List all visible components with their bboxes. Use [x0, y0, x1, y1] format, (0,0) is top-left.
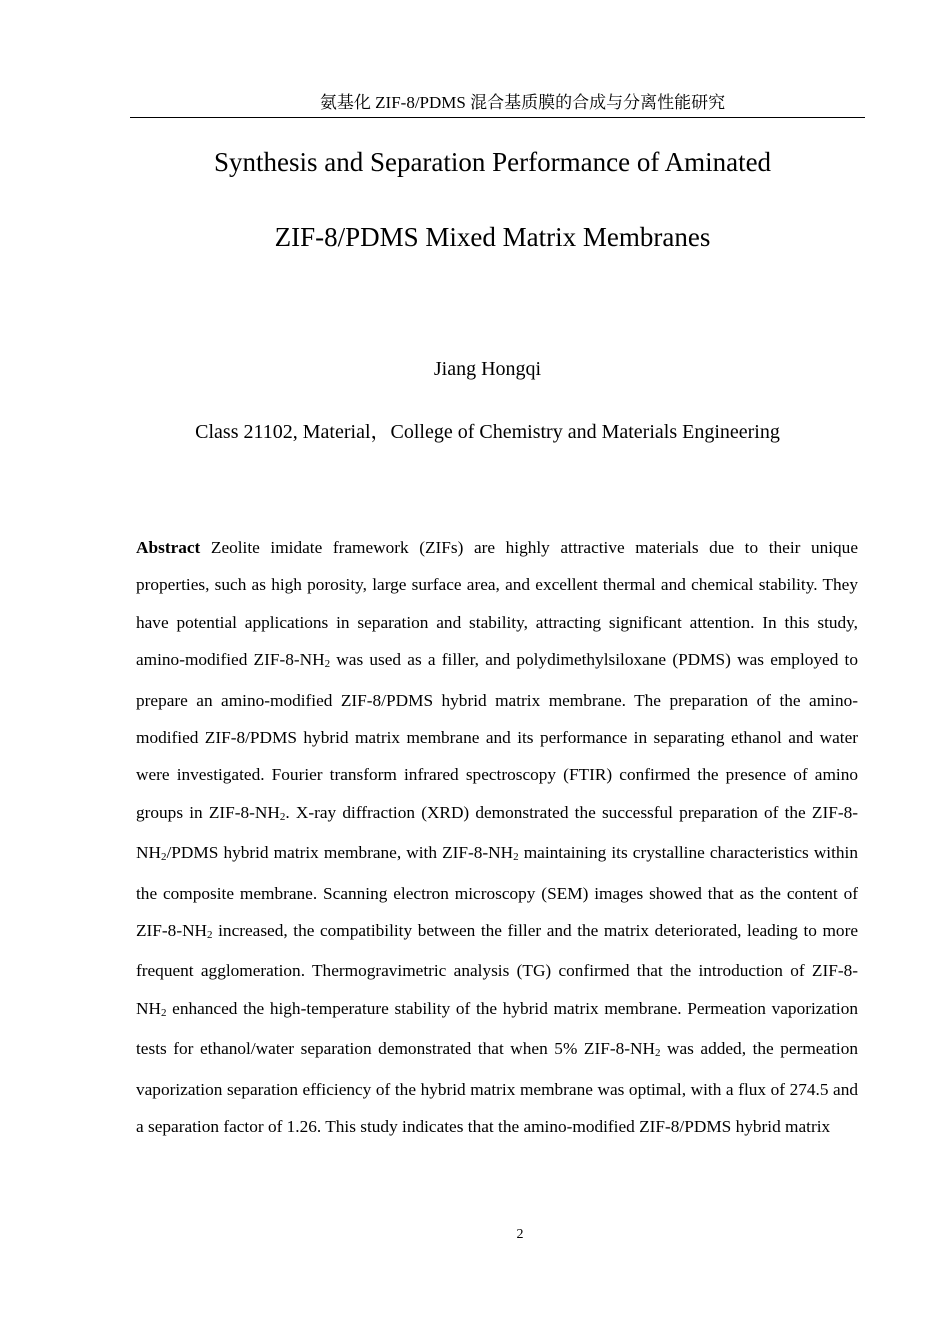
- subscript: 2: [324, 658, 331, 671]
- running-header: 氨基化 ZIF-8/PDMS 混合基质膜的合成与分离性能研究: [319, 93, 726, 112]
- abstract-text: was added, the permeation vaporization separation efficiency of the hybrid matrix membrane was optimal, with a flux of 274.5 and a separation factor of 1.26. This study indicates that the amino-modified ZIF-8/PDMS hybrid matrix: [136, 1039, 858, 1137]
- abstract-text: increased, the compatibility between the filler and the matrix deteriorated, leading to more frequent agglomeration. Thermogravimetric analysis (TG) confirmed that the introduction of ZIF-8-NH: [136, 921, 858, 1018]
- subscript: 2: [279, 810, 286, 823]
- author-affiliation: Class 21102, Material，College of Chemistry and Materials Engineering: [195, 421, 780, 443]
- title-line-1: Synthesis and Separation Performance of Aminated: [213, 147, 772, 177]
- abstract-text: enhanced the high-temperature stability of the hybrid matrix membrane. Permeation vaporization tests for ethanol/water separation demonstrated that when 5% ZIF-8-NH: [136, 998, 858, 1059]
- header-rule: [130, 117, 865, 118]
- abstract-text: . X-ray diffraction (XRD) demonstrated the successful preparation of the ZIF-8-NH: [136, 802, 858, 863]
- title-line-2: ZIF-8/PDMS Mixed Matrix Membranes: [274, 222, 711, 252]
- subscript: 2: [654, 1047, 661, 1060]
- abstract-text: was used as a filler, and polydimethylsiloxane (PDMS) was employed to prepare an amino-modified ZIF-8/PDMS hybrid matrix membrane. The preparation of the amino-modified ZIF-8/PDMS hybrid matrix membrane and its performance in separating ethanol and water were investigated. Fourier transform infrared spectroscopy (FTIR) confirmed the presence of amino groups in ZIF-8-NH: [136, 650, 858, 822]
- abstract-label: Abstract: [136, 538, 201, 557]
- subscript: 2: [160, 1006, 167, 1019]
- abstract-text: maintaining its crystalline characteristics within the composite membrane. Scanning electron microscopy (SEM) images showed that as the content of ZIF-8-NH: [136, 843, 858, 941]
- abstract-text: Zeolite imidate framework (ZIFs) are highly attractive materials due to their unique properties, such as high porosity, large surface area, and excellent thermal and chemical stability. They have potential applications in separation and stability, attracting significant attention. In this study, amino-modified ZIF-8-NH: [136, 538, 858, 670]
- page-number: 2: [516, 1227, 524, 1242]
- subscript: 2: [160, 851, 167, 864]
- author-name: Jiang Hongqi: [433, 358, 542, 380]
- subscript: 2: [513, 851, 519, 864]
- abstract-text: /PDMS hybrid matrix membrane, with ZIF-8-NH: [166, 843, 514, 863]
- subscript: 2: [207, 929, 213, 942]
- abstract-paragraph: [136, 529, 858, 1146]
